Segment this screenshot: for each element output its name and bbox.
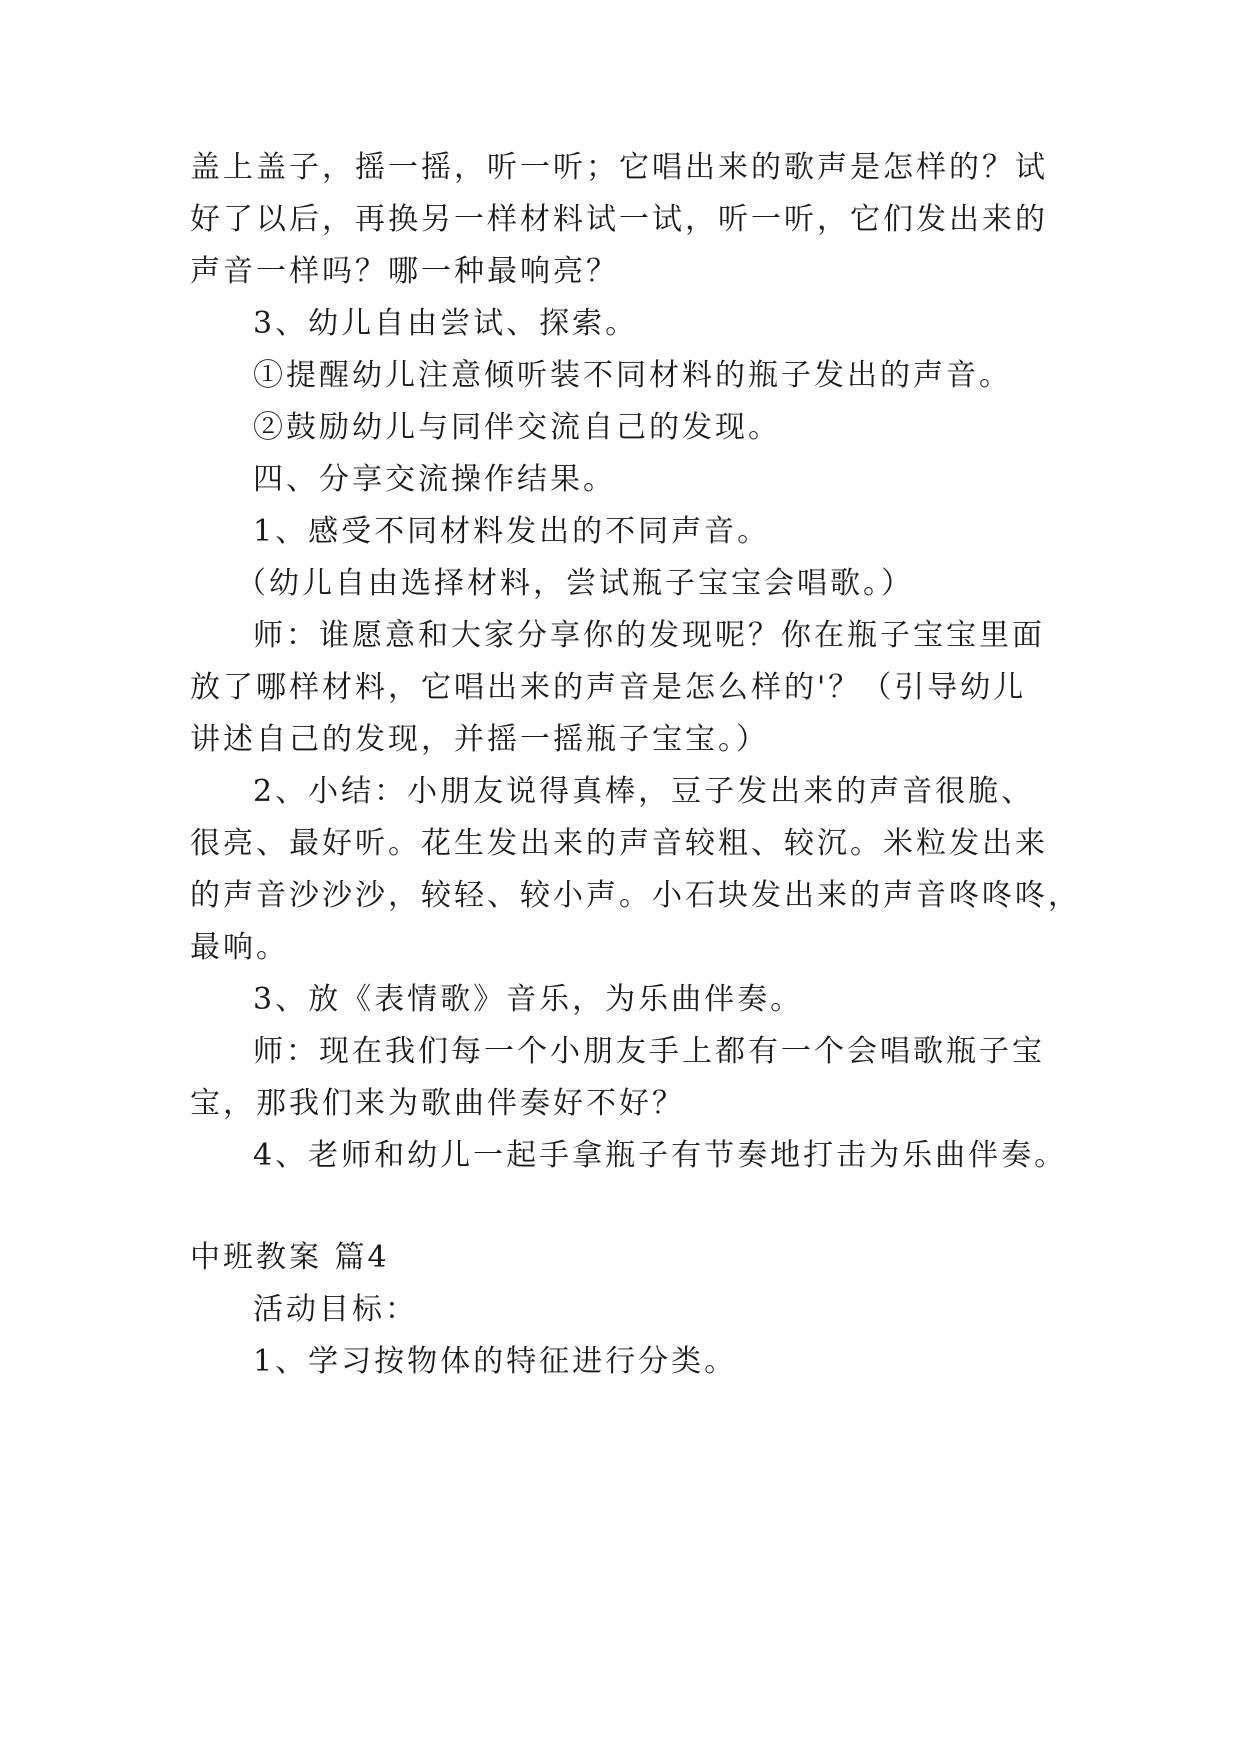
text-line: 放了哪样材料，它唱出来的声音是怎么样的'？（引导幼儿 xyxy=(190,670,1027,705)
text-line: 好了以后，再换另一样材料试一试，听一听，它们发出来的 xyxy=(190,202,1048,237)
note-line: （幼儿自由选择材料，尝试瓶子宝宝会唱歌。） xyxy=(236,566,914,601)
text-line: 师：现在我们每一个小朋友手上都有一个会唱歌瓶子宝 xyxy=(253,1034,1045,1069)
text-line: 讲述自己的发现，并摇一摇瓶子宝宝。） xyxy=(190,722,769,757)
text-line: 最响。 xyxy=(190,930,289,965)
section-title: 中班教案 篇4 xyxy=(190,1240,390,1275)
text-line: 宝，那我们来为歌曲伴奏好不好？ xyxy=(190,1086,685,1121)
text-line: 师：谁愿意和大家分享你的发现呢？你在瓶子宝宝里面 xyxy=(253,618,1045,653)
step-heading: 1、感受不同材料发出的不同声音。 xyxy=(253,514,771,549)
text-line: 声音一样吗？哪一种最响亮？ xyxy=(190,254,619,289)
text-line: 的声音沙沙沙，较轻、较小声。小石块发出来的声音咚咚咚， xyxy=(190,878,1081,913)
step-heading: 3、放《表情歌》音乐，为乐曲伴奏。 xyxy=(253,982,804,1017)
text-line: 很亮、最好听。花生发出来的声音较粗、较沉。米粒发出来 xyxy=(190,826,1048,861)
section-heading: 四、分享交流操作结果。 xyxy=(253,462,616,497)
step-heading: 3、幼儿自由尝试、探索。 xyxy=(253,306,639,341)
list-item: ①提醒幼儿注意倾听装不同材料的瓶子发出的声音。 xyxy=(253,358,1012,393)
text-line: 盖上盖子，摇一摇，听一听；它唱出来的歌声是怎样的？试 xyxy=(190,150,1048,185)
subheading: 活动目标： xyxy=(253,1292,418,1327)
step-heading: 4、老师和幼儿一起手拿瓶子有节奏地打击为乐曲伴奏。 xyxy=(253,1138,1068,1173)
list-item: 1、学习按物体的特征进行分类。 xyxy=(253,1344,738,1379)
step-heading: 2、小结：小朋友说得真棒，豆子发出来的声音很脆、 xyxy=(253,774,1035,809)
list-item: ②鼓励幼儿与同伴交流自己的发现。 xyxy=(253,410,781,445)
